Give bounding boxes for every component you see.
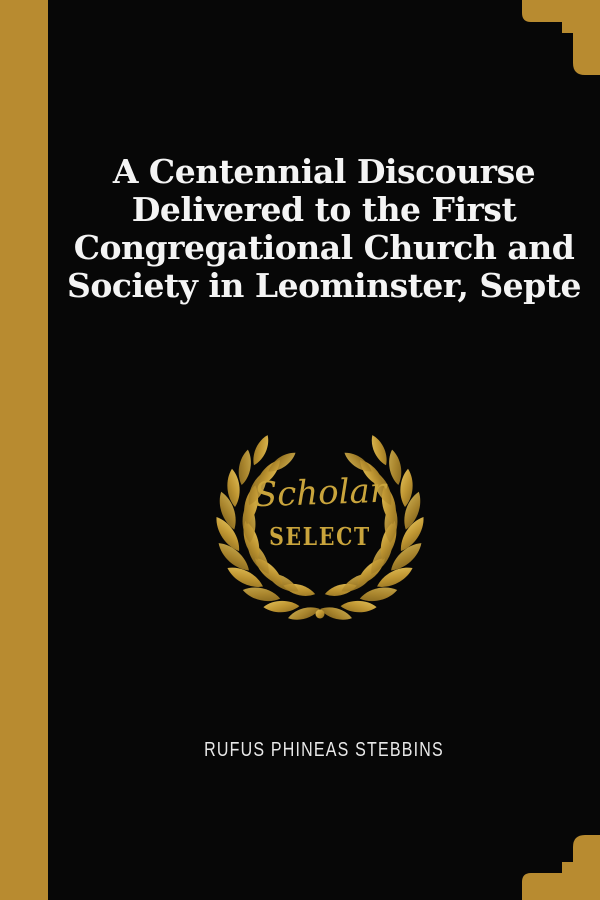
title-line: Society in Leominster, Septe bbox=[67, 266, 581, 305]
title-line: Delivered to the First bbox=[131, 190, 517, 229]
logo-caps-text: SELECT bbox=[269, 522, 371, 551]
page-title bbox=[48, 153, 600, 305]
publisher-logo bbox=[202, 428, 438, 650]
bottom-right-corner-ornament-icon bbox=[522, 835, 600, 900]
title-line: A Centennial Discourse bbox=[112, 152, 536, 191]
logo-script-text: Scholar bbox=[253, 470, 387, 516]
title-line: Congregational Church and bbox=[73, 228, 575, 267]
spine-gold-strip bbox=[0, 0, 48, 900]
top-right-corner-ornament-icon bbox=[522, 0, 600, 75]
author-name: RUFUS PHINEAS STEBBINS bbox=[204, 739, 444, 761]
